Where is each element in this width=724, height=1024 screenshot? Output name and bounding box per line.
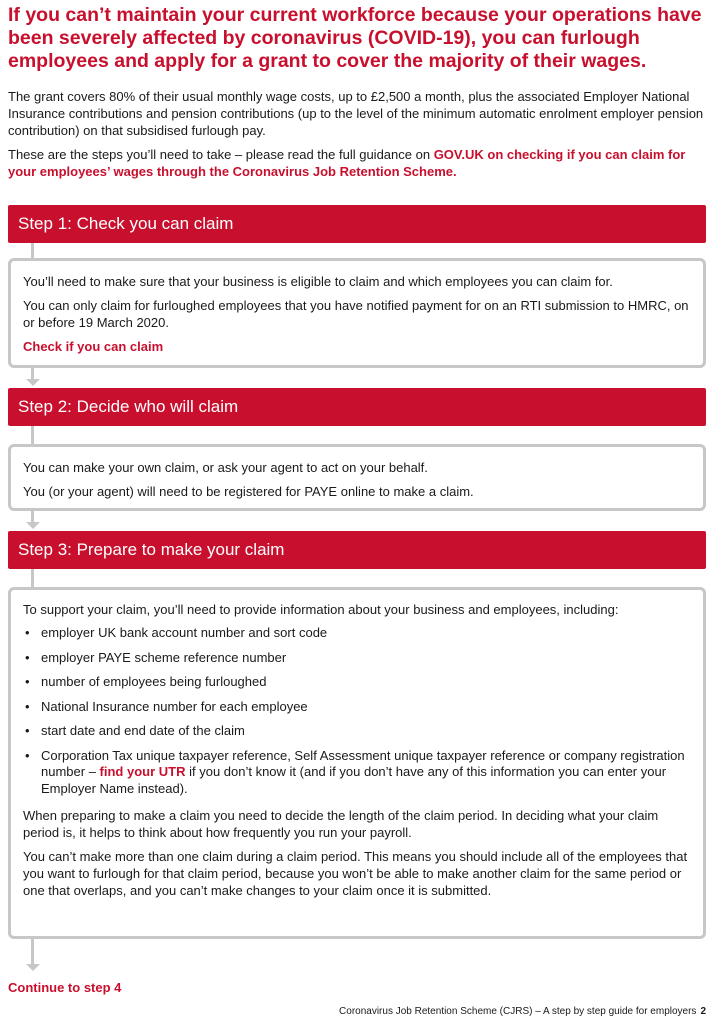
continue-to-step4-link[interactable]: Continue to step 4 — [8, 980, 122, 995]
list-item-text: number of employees being furloughed — [41, 674, 267, 689]
page-number: 2 — [700, 1006, 706, 1017]
bullet-icon: • — [25, 698, 30, 714]
step1-connector-line — [31, 243, 34, 258]
govuk-guidance-link[interactable]: GOV.UK on checking if you can claim for your employees’ wages through the Coronavirus Job Retention Scheme. — [8, 147, 686, 179]
list-item — [23, 625, 691, 642]
list-item-text: start date and end date of the claim — [41, 723, 245, 738]
bullet-icon: • — [25, 674, 30, 689]
bullet-icon: • — [25, 747, 30, 763]
intro-paragraph-steps — [8, 146, 708, 180]
list-item-text: employer UK bank account number and sort code — [41, 625, 328, 640]
footer-title: Coronavirus Job Retention Scheme (CJRS) – A step by step guide for employers — [339, 1006, 697, 1017]
step3-arrow-icon — [26, 964, 40, 971]
step1-arrow-icon — [26, 379, 40, 386]
step3-header: Step 3: Prepare to make your claim — [8, 531, 706, 569]
step2-agent-text: You can make your own claim, or ask your agent to act on your behalf. — [23, 460, 428, 475]
find-your-utr-link[interactable]: find your UTR — [99, 764, 186, 779]
step3-arrow-line — [31, 939, 34, 965]
step2-header: Step 2: Decide who will claim — [8, 388, 706, 426]
step2-paye-text: You (or your agent) will need to be registered for PAYE online to make a claim. — [23, 484, 474, 499]
list-item — [23, 723, 691, 740]
step3-intro-text: To support your claim, you’ll need to provide information about your business and employees, including: — [23, 602, 619, 617]
step1-header: Step 1: Check you can claim — [8, 205, 706, 243]
step1-rti-text: You can only claim for furloughed employees that you have notified payment for on an RTI submission to HMRC, on or before 19 March 2020. — [23, 298, 689, 330]
step3-box — [8, 587, 706, 939]
page-headline: If you can’t maintain your current workforce because your operations have been severely affected by coronavirus (COVID-19), you can furlough employees and apply for a grant to cover the majority of their wages. — [8, 4, 702, 72]
check-if-you-can-claim-link[interactable]: Check if you can claim — [23, 339, 164, 354]
list-item — [23, 650, 691, 667]
step1-eligibility-text: You’ll need to make sure that your business is eligible to claim and which employees you can claim for. — [23, 274, 613, 289]
step3-connector-line — [31, 569, 34, 587]
bullet-icon: • — [25, 723, 30, 738]
step2-connector-line — [31, 426, 34, 444]
step2-arrow-icon — [26, 522, 40, 529]
step1-box — [8, 258, 706, 368]
list-item-text: Corporation Tax unique taxpayer reference, Self Assessment unique taxpayer reference or company registration number – — [41, 747, 685, 779]
list-item — [23, 674, 691, 691]
intro-steps-text: These are the steps you’ll need to take – please read the full guidance on — [8, 147, 434, 162]
page-footer — [339, 1006, 706, 1017]
step3-one-claim-text: You can’t make more than one claim during a claim period. This means you should include all of the employees that you want to furlough for that claim period, because you won’t be able to make another claim for the same period or one that overlaps, and you can’t make changes to your claim once it is submitted. — [23, 849, 688, 898]
bullet-icon: • — [25, 625, 30, 640]
list-item — [23, 748, 691, 798]
step3-requirements-list — [23, 625, 691, 797]
step2-box — [8, 444, 706, 511]
list-item-text: National Insurance number for each employee — [41, 698, 308, 714]
intro-paragraph-grant: The grant covers 80% of their usual monthly wage costs, up to £2,500 a month, plus the associated Employer National Insurance contributions and pension contributions (up to the level of the minimum automatic enrolment employer pension contribution) on that subsidised furlough pay. — [8, 89, 704, 138]
bullet-icon: • — [25, 649, 30, 665]
step3-claim-period-text: When preparing to make a claim you need to decide the length of the claim period. In deciding what your claim period is, it helps to think about how frequently you run your payroll. — [23, 808, 659, 840]
list-item-text: if you don’t know it (and if you don’t have any of this information you can enter your Employer Name instead). — [41, 764, 667, 796]
list-item — [23, 699, 691, 716]
list-item-text: employer PAYE scheme reference number — [41, 649, 287, 665]
